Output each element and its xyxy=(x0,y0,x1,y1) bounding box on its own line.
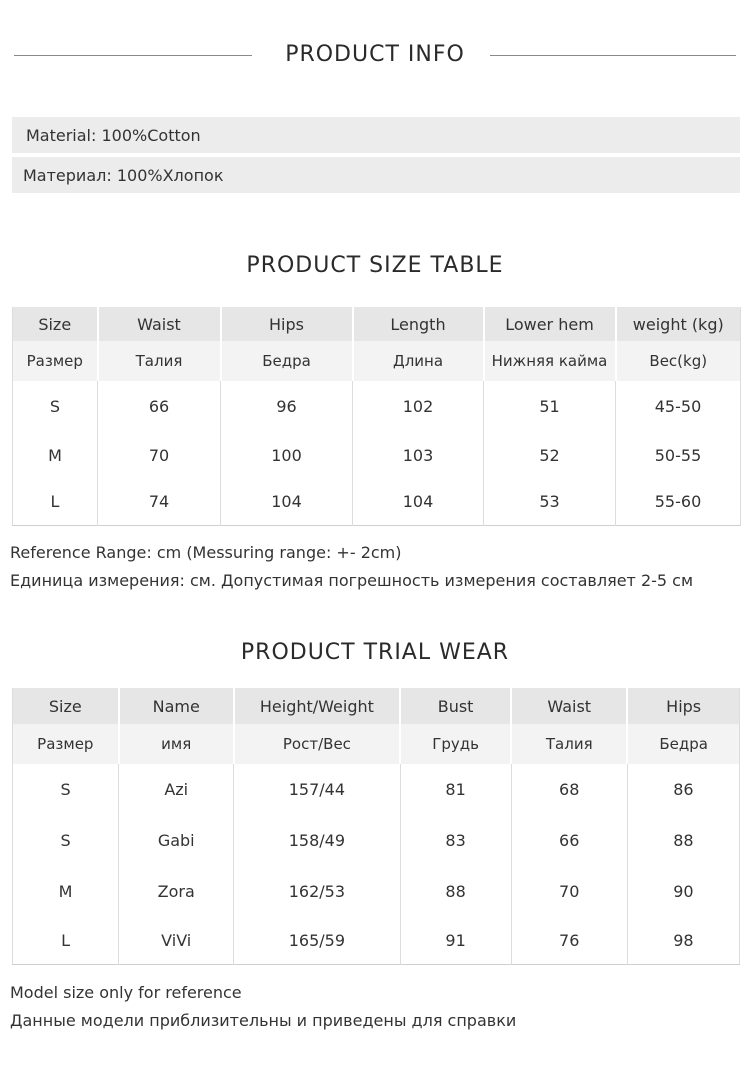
table-cell: 104 xyxy=(353,479,484,525)
table-cell: 70 xyxy=(511,866,627,917)
table-cell: 66 xyxy=(98,381,221,431)
size-note-en: Reference Range: cm (Messuring range: +- 2cm) xyxy=(10,543,402,562)
table-cell: Azi xyxy=(119,764,234,815)
header-cell: Bust xyxy=(400,688,511,724)
table-cell: 88 xyxy=(627,815,739,866)
table-cell: 100 xyxy=(221,431,353,479)
material-value-ru: 100%Хлопок xyxy=(116,165,224,185)
table-cell: 70 xyxy=(98,431,221,479)
header-cell: Вес(kg) xyxy=(616,341,741,381)
table-cell: 52 xyxy=(484,431,616,479)
table-cell: 102 xyxy=(353,381,484,431)
header-cell: Length xyxy=(353,307,484,341)
table-cell: Zora xyxy=(119,866,234,917)
material-value-en: 100%Cotton xyxy=(101,125,201,145)
table-cell: M xyxy=(13,866,119,917)
table-cell: 66 xyxy=(511,815,627,866)
table-cell: 91 xyxy=(400,917,511,964)
table-cell: 55-60 xyxy=(616,479,741,525)
header-cell: Size xyxy=(13,688,119,724)
table-cell: 88 xyxy=(400,866,511,917)
table-cell: S xyxy=(13,815,119,866)
header-cell: Талия xyxy=(98,341,221,381)
material-label-ru: Материал: xyxy=(23,165,112,185)
table-cell: S xyxy=(13,764,119,815)
table-cell: 50-55 xyxy=(616,431,741,479)
trial-table-header-ru xyxy=(13,724,740,764)
header-cell: Размер xyxy=(13,341,98,381)
table-cell: 104 xyxy=(221,479,353,525)
header-cell: Грудь xyxy=(400,724,511,764)
header-cell: weight (kg) xyxy=(616,307,741,341)
product-info-title: PRODUCT INFO xyxy=(285,42,465,67)
table-cell: 158/49 xyxy=(234,815,400,866)
trial-note-ru: Данные модели приблизительны и приведены для справки xyxy=(10,1011,517,1030)
table-cell: 90 xyxy=(627,866,739,917)
table-cell: 74 xyxy=(98,479,221,525)
trial-wear-title: PRODUCT TRIAL WEAR xyxy=(240,640,510,665)
material-row-ru xyxy=(12,157,740,193)
header-cell: Hips xyxy=(627,688,739,724)
table-row xyxy=(13,381,741,431)
table-cell: 81 xyxy=(400,764,511,815)
size-note-ru: Единица измерения: см. Допустимая погрешность измерения составляет 2-5 см xyxy=(10,571,694,590)
header-cell: Lower hem xyxy=(484,307,616,341)
header-cell: Длина xyxy=(353,341,484,381)
header-cell: имя xyxy=(119,724,234,764)
header-cell: Талия xyxy=(511,724,627,764)
table-row xyxy=(13,866,740,917)
size-table-title: PRODUCT SIZE TABLE xyxy=(246,253,504,278)
header-cell: Height/Weight xyxy=(234,688,400,724)
header-cell: Рост/Вес xyxy=(234,724,400,764)
material-label-en: Material: xyxy=(26,125,97,145)
table-cell: Gabi xyxy=(119,815,234,866)
header-cell: Бедра xyxy=(221,341,353,381)
trial-note-en: Model size only for reference xyxy=(10,983,242,1002)
table-cell: 157/44 xyxy=(234,764,400,815)
trial-wear-table xyxy=(12,688,740,965)
table-cell: 45-50 xyxy=(616,381,741,431)
table-cell: 68 xyxy=(511,764,627,815)
table-row xyxy=(13,764,740,815)
size-table-header-ru xyxy=(13,341,741,381)
header-cell: Size xyxy=(13,307,98,341)
table-cell: S xyxy=(13,381,98,431)
table-cell: L xyxy=(13,917,119,964)
table-row xyxy=(13,815,740,866)
table-cell: 53 xyxy=(484,479,616,525)
table-cell: 83 xyxy=(400,815,511,866)
table-row xyxy=(13,917,740,964)
header-cell: Waist xyxy=(511,688,627,724)
table-cell: 76 xyxy=(511,917,627,964)
header-cell: Нижняя кайма xyxy=(484,341,616,381)
size-table-header-en xyxy=(13,307,741,341)
table-cell: 165/59 xyxy=(234,917,400,964)
table-cell: 98 xyxy=(627,917,739,964)
header-cell: Name xyxy=(119,688,234,724)
header-cell: Waist xyxy=(98,307,221,341)
table-row xyxy=(13,479,741,525)
size-table xyxy=(12,307,741,526)
header-cell: Бедра xyxy=(627,724,739,764)
table-cell: L xyxy=(13,479,98,525)
table-row xyxy=(13,431,741,479)
table-cell: 162/53 xyxy=(234,866,400,917)
table-cell: 86 xyxy=(627,764,739,815)
table-cell: 96 xyxy=(221,381,353,431)
table-cell: M xyxy=(13,431,98,479)
trial-table-header-en xyxy=(13,688,740,724)
table-cell: ViVi xyxy=(119,917,234,964)
header-cell: Hips xyxy=(221,307,353,341)
table-cell: 103 xyxy=(353,431,484,479)
header-cell: Размер xyxy=(13,724,119,764)
table-cell: 51 xyxy=(484,381,616,431)
material-row-en xyxy=(12,117,740,153)
